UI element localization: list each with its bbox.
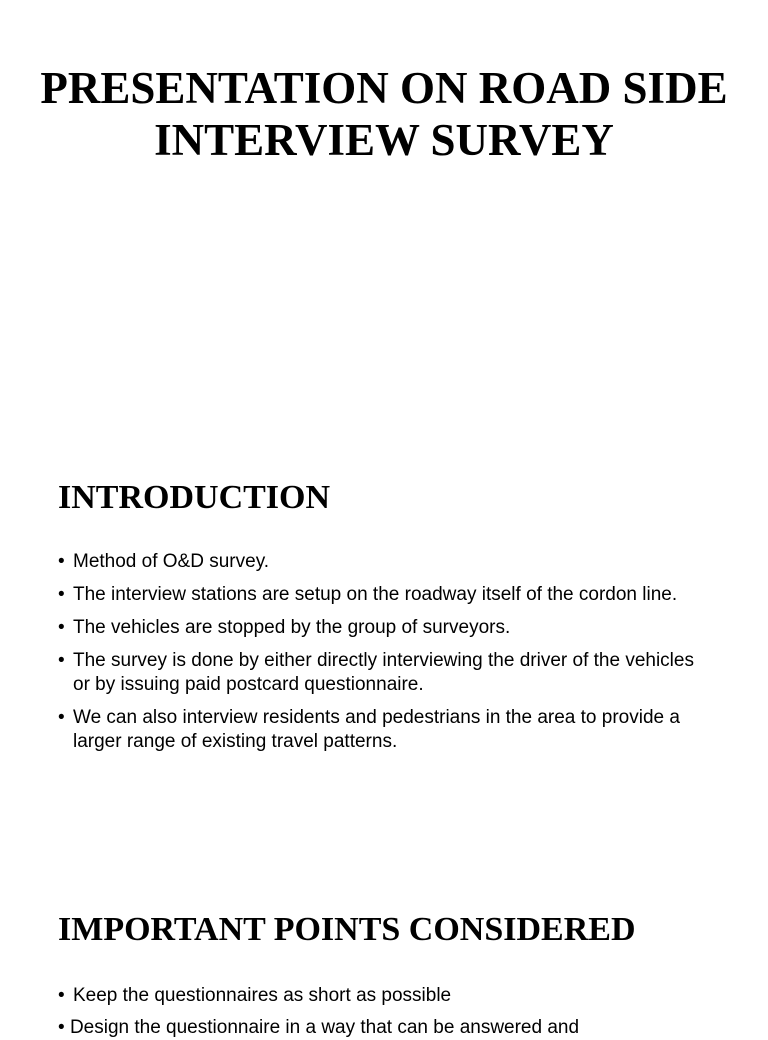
bullet-item: [58, 649, 708, 697]
bullet-dot: •: [58, 707, 65, 728]
bullet-dot: •: [58, 551, 65, 572]
bullet-dot: •: [58, 584, 65, 605]
bullet-text: The survey is done by either directly interviewing the driver of the vehicles or by issuing paid postcard questionnaire.: [73, 650, 694, 695]
bullet-item: [58, 583, 708, 607]
bullet-item: [58, 706, 708, 754]
bullet-text: The vehicles are stopped by the group of surveyors.: [73, 617, 511, 638]
bullet-dot: •: [58, 617, 65, 638]
important-points-bullet-list: [58, 984, 708, 1017]
introduction-slide: [0, 420, 768, 860]
bullet-dot: •: [58, 1017, 65, 1038]
bullet-text: Design the questionnaire in a way that can be answered and: [69, 1017, 580, 1038]
bullet-text: Keep the questionnaires as short as possible: [73, 985, 452, 1006]
presentation-title: PRESENTATION ON ROAD SIDE INTERVIEW SURVEY: [40, 63, 728, 165]
partial-bullet-item: [58, 1016, 579, 1040]
bullet-text: We can also interview residents and pedestrians in the area to provide a larger range of existing travel patterns.: [73, 707, 680, 752]
bullet-dot: •: [58, 985, 65, 1006]
title-slide: [0, 0, 768, 420]
bullet-text: Method of O&D survey.: [73, 551, 270, 572]
bullet-item: [58, 616, 708, 640]
bullet-item: [58, 984, 708, 1008]
important-points-slide: [0, 860, 768, 1024]
bullet-dot: •: [58, 650, 65, 671]
important-points-heading: IMPORTANT POINTS CONSIDERED: [58, 911, 636, 948]
introduction-heading: INTRODUCTION: [58, 479, 331, 516]
introduction-bullet-list: [58, 550, 708, 763]
bullet-text: The interview stations are setup on the roadway itself of the cordon line.: [73, 584, 678, 605]
bullet-item: [58, 550, 708, 574]
